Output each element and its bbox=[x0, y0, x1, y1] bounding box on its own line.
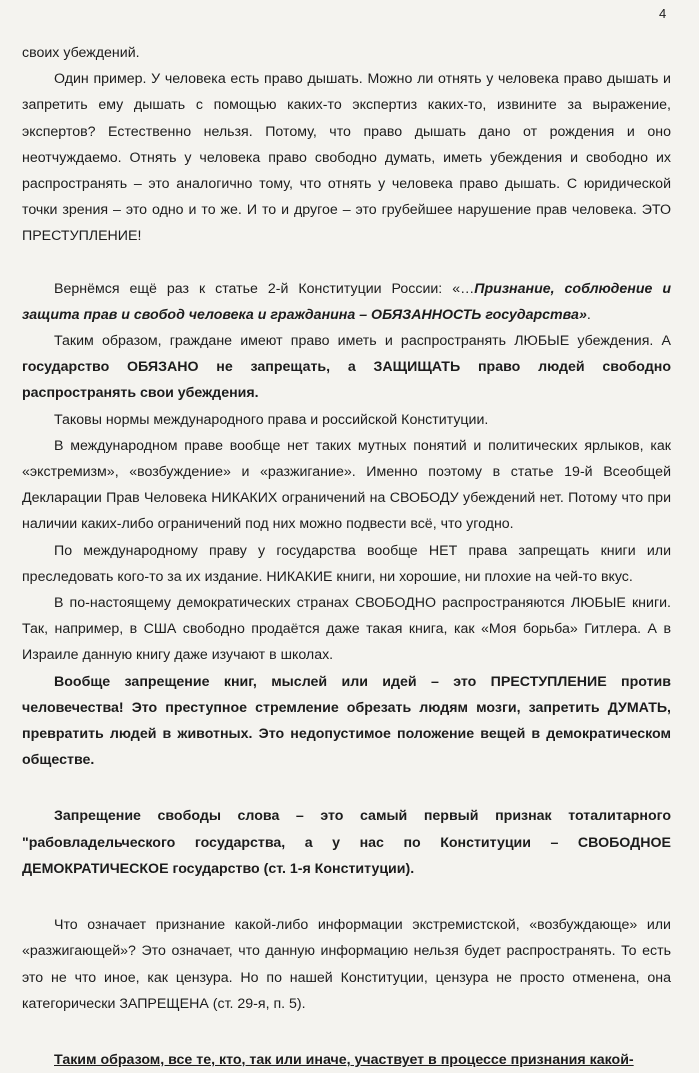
paragraph-breathing-example: Один пример. У человека есть право дышать. Можно ли отнять у человека право дышать и запретить ему дышать с помощью каких-то экспертиз каких-то, извините за выражение, экспертов? Естественно нельзя. Потому, что право дышать дано от рождения и оно неотчуждаемо. Отнять у человека право свободно думать, иметь убеждения и свободно их распространять – это аналогично тому, что отнять у человека право дышать. С юридической точки зрения – это одно и то же. И то и другое – это грубейшее нарушение прав человека. ЭТО ПРЕСТУПЛЕНИЕ! bbox=[22, 71, 671, 245]
article-2-intro: Вернёмся ещё раз к статье 2-й Конституции России: «… bbox=[54, 280, 475, 297]
paragraph-crime-against-humanity: Вообще запрещение книг, мыслей или идей – это ПРЕСТУПЛЕНИЕ против человечества! Это преступное стремление обрезать людям мозги, запретить ДУМАТЬ, превратить людей в животных. Это недопустимое положение вещей в демократическом обществе. bbox=[22, 673, 671, 769]
paragraph-state-obligation bbox=[22, 328, 671, 407]
state-obligation-bold: государство ОБЯЗАНО не запрещать, а ЗАЩИЩАТЬ право людей свободно распространять свои убеждения. bbox=[22, 359, 671, 402]
paragraph-conclusion: Таким образом, все те, кто, так или иначе, участвует в процессе признания какой- bbox=[54, 1051, 634, 1068]
paragraph-continuation: своих убеждений. bbox=[22, 45, 140, 61]
paragraph-norms: Таковы нормы международного права и российской Конституции. bbox=[54, 411, 489, 428]
article-2-end: . bbox=[586, 306, 591, 323]
state-obligation-start: Таким образом, граждане имеют право иметь и распространять ЛЮБЫЕ убеждения. А bbox=[54, 333, 671, 350]
paragraph-censorship: Что означает признание какой-либо информации экстремистской, «возбуждающе» или «разжигающей»? Это означает, что данную информацию нельзя будет распространять. То есть это не что иное, как цензура. Но по нашей Конституции, цензура не просто отменена, она категорически ЗАПРЕЩЕНА (ст. 29-я, п. 5). bbox=[22, 917, 671, 1012]
paragraph-book-bans: По международному праву у государства вообще НЕТ права запрещать книги или преследовать кого-то за их издание. НИКАКИЕ книги, ни хорошие, ни плохие на чей-то вкус. bbox=[22, 542, 671, 585]
paragraph-democratic-countries: В по-настоящему демократических странах СВОБОДНО распространяются ЛЮБЫЕ книги. Так, например, в США свободно продаётся даже такая книга, как «Моя борьба» Гитлера. А в Израиле данную книгу даже изучают в школах. bbox=[22, 595, 671, 664]
paragraph-constitution-article-2 bbox=[22, 276, 671, 328]
paragraph-freedom-of-speech: Запрещение свободы слова – это самый первый признак тоталитарного "рабовладельческого государства, а у нас по Конституции – СВОБОДНОЕ ДЕМОКРАТИЧЕСКОЕ государство (ст. 1-я Конституции). bbox=[22, 808, 671, 877]
page-number: 4 bbox=[659, 6, 667, 21]
document-body bbox=[22, 40, 671, 1073]
paragraph-international-law: В международном праве вообще нет таких мутных понятий и политических ярлыков, как «экстремизм», «возбуждение» и «разжигание». Именно поэтому в статье 19-й Всеобщей Декларации Прав Человека НИКАКИХ ограничений на СВОБОДУ убеждений нет. Потому что при наличии каких-либо ограничений под них можно подвести всё, что угодно. bbox=[22, 437, 671, 533]
article-2-quote: Признание, соблюдение и защита прав и свобод человека и гражданина – ОБЯЗАННОСТЬ государства» bbox=[22, 280, 672, 323]
